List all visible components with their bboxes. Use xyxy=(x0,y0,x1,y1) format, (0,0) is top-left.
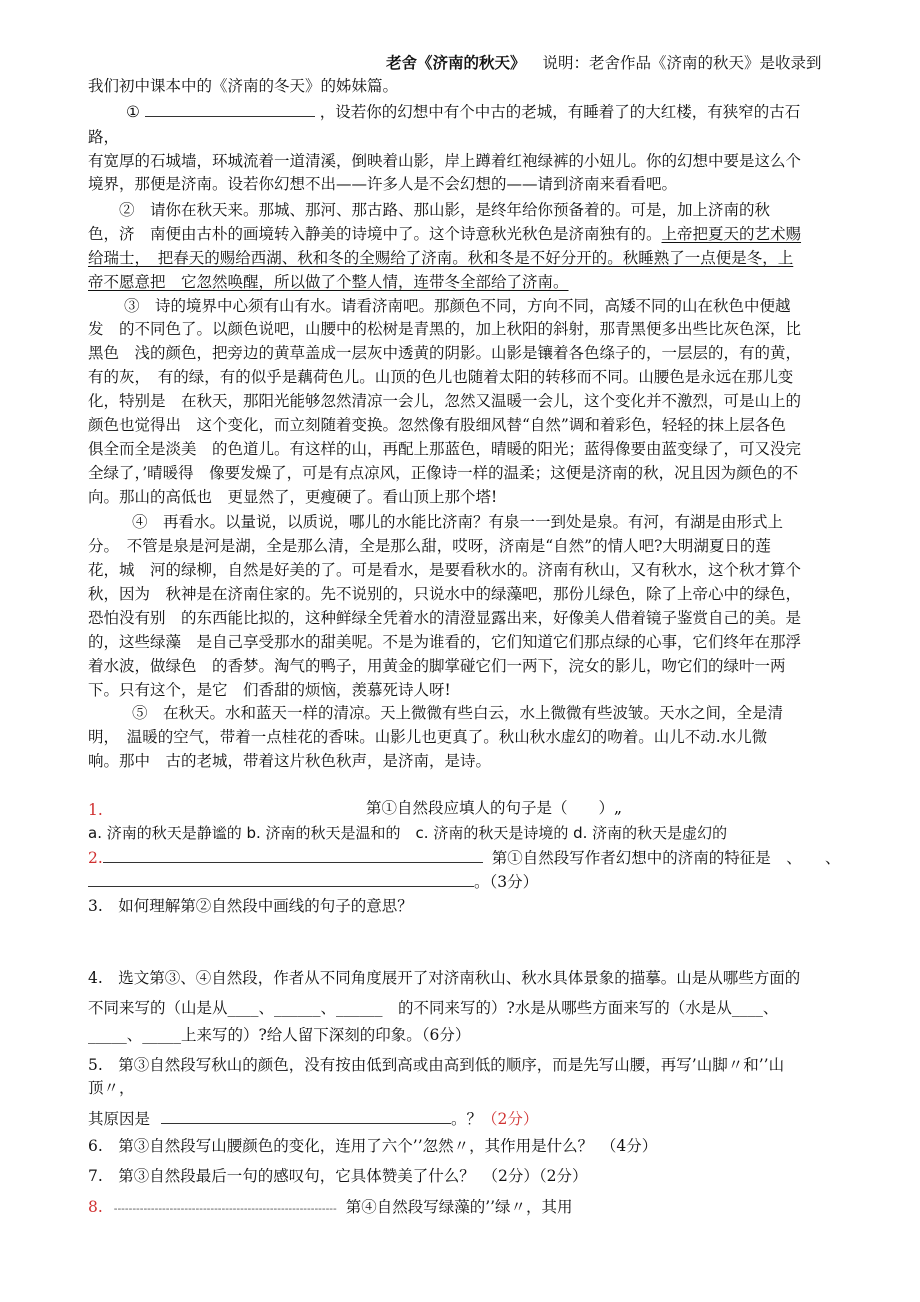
q8-dashes: ------------------------------------------------------------ xyxy=(113,1202,337,1215)
q2-text: 第①自然段写作者幻想中的济南的特征是 、 、 xyxy=(491,849,841,867)
p3-line-2: 发 的不同色了。以颜色说吧，山腰中的松树是青黑的，加上秋阳的斜射，那青黑便多出些比灰色深，比 xyxy=(88,320,802,338)
p5-line-2: 明， 温暖的空气，带着一点桂花的香味。山影儿也更真了。秋山秋水虚幻的吻着。山儿不动.水儿微 xyxy=(88,728,768,746)
p4-line-7: 着水波，做绿色 的香梦。淘气的鸭子，用黄金的脚掌碰它们一两下，浣女的影儿，吻它们的绿叶一两 xyxy=(88,657,786,675)
p3-line-6: 颜色也觉得出 这个变化，而立刻随着变换。忽然像有股细风替“自然”调和着彩色，轻轻的抹上层各色 xyxy=(88,416,786,434)
q8-text: 第④自然段写绿藻的’’绿〃，其用 xyxy=(345,1198,573,1216)
p2-underlined-4: 帝不愿意把 它忽然唤醒，所以做了个整人情，连带冬全部给了济南。 xyxy=(88,273,569,291)
p1-blank[interactable] xyxy=(145,102,315,117)
q5-line-2: 顶〃， xyxy=(88,1079,135,1097)
q2-blank-1[interactable] xyxy=(103,848,483,863)
p2-underlined-3: 给瑞士， 把春天的赐给西湖、秋和冬的全赐给了济南。秋和冬是不好分开的。秋睡熟了一点便是冬，上 xyxy=(88,249,794,267)
q8-line xyxy=(88,1196,573,1220)
article-title: 老舍《济南的秋天》 xyxy=(386,53,526,72)
q5-line-3 xyxy=(88,1108,538,1130)
p1-line-4: 境界，那便是济南。设若你幻想不出——许多人是不会幻想的——请到济南来看看吧。 xyxy=(88,175,678,193)
header-note-cont: 我们初中课本中的《济南的冬天》的姊妹篇。 xyxy=(88,77,399,95)
q5-end: 。？ xyxy=(450,1110,482,1128)
p1-line-2: 路， xyxy=(88,128,120,146)
q2-end: 。（3分） xyxy=(474,873,539,891)
p3-line-4: 有的灰， 有的绿，有的似乎是藕荷色儿。山顶的色儿也随着太阳的转移而不同。山腰色是永远在那儿变 xyxy=(88,368,794,386)
p2-underlined-2: 上帝把夏天的艺术赐 xyxy=(661,225,802,243)
p3-line-7: 俱全而全是淡美 的色道儿。有这样的山，再配上那蓝色，晴暖的阳光；蓝得像要由蓝变绿了，可又没完 xyxy=(88,440,802,458)
q5-lead: 其原因是 xyxy=(88,1110,151,1128)
q4-line-3: _____、_____上来写的）?给人留下深刻的印象。（6分） xyxy=(88,1026,471,1044)
p4-line-6: 的，这些绿藻 是自己享受那水的甜美呢。不是为谁看的，它们知道它们那点绿的心事，它们终年在那浮 xyxy=(88,633,802,651)
p2-text-2a: 色，济 南便由古朴的画境转入静美的诗境中了。这个诗意秋光秋色是济南独有的。 xyxy=(88,225,662,243)
q5-score: （2分） xyxy=(481,1110,539,1128)
q1-number: 1. xyxy=(88,801,103,819)
p1-number: ① xyxy=(126,103,140,121)
p4-line-8: 下。只有这个，是它 们香甜的烦恼，羡慕死诗人呀! xyxy=(88,681,451,699)
q8-number: 8. xyxy=(88,1198,103,1216)
p1-line-3: 有宽厚的石城墙，环城流着一道清溪，倒映着山影，岸上蹲着红袍绿裤的小妞儿。你的幻想中要是这么个 xyxy=(88,152,802,170)
p3-line-9: 向。那山的高低也 更显然了，更瘦硬了。看山顶上那个塔! xyxy=(88,488,498,506)
q2-line-2 xyxy=(88,871,538,893)
q7: 7. 第③自然段最后一句的感叹句，它具体赞美了什么？ （2分）（2分） xyxy=(88,1167,588,1185)
p5-line-3: 响。那中 古的老城，带着这片秋色秋声，是济南，是诗。 xyxy=(88,752,492,770)
p1-line-1 xyxy=(126,101,800,123)
p2-line-2 xyxy=(88,223,801,245)
q1-text: 第①自然段应填人的句子是（ ）„ xyxy=(366,799,623,817)
header-line xyxy=(386,52,821,74)
q3: 3. 如何理解第②自然段中画线的句子的意思？ xyxy=(88,897,413,915)
p1-text-1: ，设若你的幻想中有个中古的老城，有睡着了的大红楼，有狭窄的古石 xyxy=(319,103,801,121)
q6: 6. 第③自然段写山腰颜色的变化，连用了六个’’忽然〃，其作用是什么？ （4分） xyxy=(88,1137,658,1155)
p4-line-3: 花，城 河的绿柳，自然是好美的了。可是看水，是要看秋水的。济南有秋山，又有秋水，这个秋才算个 xyxy=(88,561,802,579)
q2-blank-2[interactable] xyxy=(88,872,474,887)
p3-line-5: 化，特别是 在秋天，那阳光能够忽然清凉一会儿，忽然又温暖一会儿，这个变化并不激烈，可是山上的 xyxy=(88,392,802,410)
q4-line-1: 4. 选文第③、④自然段，作者从不同角度展开了对济南秋山、秋水具体景象的描摹。山是从哪些方面的 xyxy=(88,969,801,987)
p4-line-4: 秋，因为 秋神是在济南住家的。先不说别的，只说水中的绿藻吧，那份儿绿色，除了上帝心中的绿色， xyxy=(88,585,802,603)
p3-line-1: ③ 诗的境界中心须有山有水。请看济南吧。那颜色不同，方向不同，高矮不同的山在秋色中便越 xyxy=(124,297,791,315)
p5-line-1: ⑤ 在秋天。水和蓝天一样的清凉。天上微微有些白云，水上微微有些波皱。天水之间，全是清 xyxy=(132,704,784,722)
q5-line-1: 5. 第③自然段写秋山的颜色，没有按由低到高或由高到低的顺序，而是先写山腰，再写’山脚〃和’’山 xyxy=(88,1056,785,1074)
q1-options: a. 济南的秋天是静谧的 b. 济南的秋天是温和的 c. 济南的秋天是诗境的 d. 济南的秋天是虚幻的 xyxy=(88,824,728,842)
q4-line-2: 不同来写的（山是从____、______、______ 的不同来写的）?水是从哪些方面来写的（水是从____、 xyxy=(88,999,779,1017)
p3-line-3: 黑色 浅的颜色，把旁边的黄草盖成一层灰中透黄的阴影。山影是镶着各色绦子的，一层层的，有的黄， xyxy=(88,344,802,362)
header-note: 说明：老舍作品《济南的秋天》是收录到 xyxy=(542,54,822,72)
p4-line-2: 分。 不管是泉是河是湖，全是那么清，全是那么甜，哎呀，济南是“自然”的情人吧?大明湖夏日的莲 xyxy=(88,537,771,555)
p3-line-8: 全绿了，’晴暖得 像要发燥了，可是有点凉风，正像诗一样的温柔；这便是济南的秋，况且因为颜色的不 xyxy=(88,464,799,482)
p2-line-1: ② 请你在秋天来。那城、那河、那古路、那山影，是终年给你预备着的。可是，加上济南的秋 xyxy=(119,201,771,219)
p4-line-1: ④ 再看水。以量说，以质说，哪儿的水能比济南？有泉一一到处是泉。有河，有湖是由形式上 xyxy=(132,513,784,531)
p4-line-5: 恐怕没有别 的东西能比拟的，这种鲜绿全凭着水的清澄显露出来，好像美人借着镜子鉴赏自己的美。是 xyxy=(88,609,802,627)
q2-line-1 xyxy=(88,847,841,869)
q5-blank[interactable] xyxy=(161,1109,451,1124)
q2-number: 2. xyxy=(88,849,103,867)
